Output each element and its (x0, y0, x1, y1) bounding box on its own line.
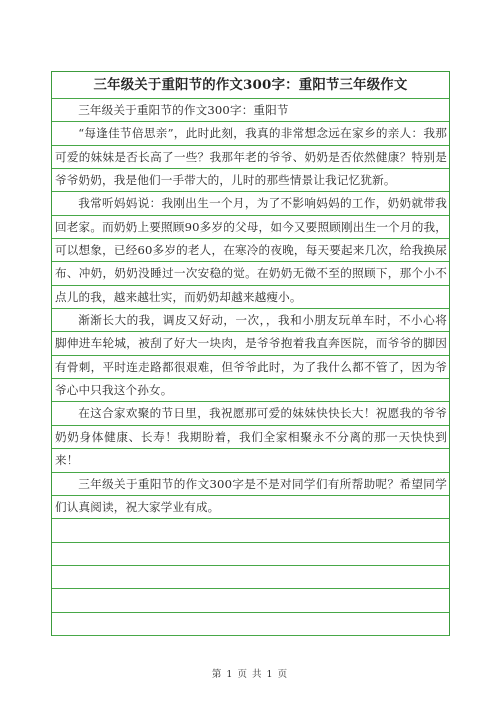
paragraph: “每逢佳节倍思亲”，此时此刻，我真的非常想念远在家乡的亲人：我那可爱的妹妹是否长高了一些？我那年老的爷爷、奶奶是否依然健康？特别是爷爷奶奶，我是他们一手带大的，儿时的那些情景让我记忆犹新。 (55, 126, 447, 188)
ruled-line (52, 589, 449, 612)
ruled-line (52, 613, 449, 636)
ruled-line (52, 543, 449, 566)
paragraph: 三年级关于重阳节的作文300字：重阳节 (78, 103, 289, 117)
paragraph: 三年级关于重阳节的作文300字是不是对同学们有所帮助呢？希望同学们认真阅读，祝大家学业有成。 (55, 476, 447, 514)
paragraph: 渐渐长大的我，调皮又好动，一次，，我和小朋友玩单车时，不小心将脚伸进车轮城，被刮了好大一块肉，是爷爷抱着我直奔医院，而爷爷的脚因有骨刺，平时连走路都很艰难，但爷爷此时，为了我什么都不管了，因为爷爷心中只我这个孙女。 (55, 313, 447, 398)
document-title: 三年级关于重阳节的作文300字：重阳节三年级作文 (52, 72, 449, 99)
paragraph: 我常听妈妈说：我刚出生一个月，为了不影响妈妈的工作，奶奶就带我回老家。而奶奶上要照顾90多岁的父母，如今又要照顾刚出生一个月的我，可以想象，已经60多岁的老人，在寒冷的夜晚，每天要起来几次，给我换尿布、冲奶，奶奶没睡过一次安稳的觉。在奶奶无微不至的照顾下，那个小不点儿的我，越来越壮实，而奶奶却越来越瘦小。 (55, 196, 447, 304)
page-number-label: 第 1 页 共 1 页 (211, 669, 289, 680)
ruled-line (52, 566, 449, 589)
document-body (55, 99, 447, 519)
paragraph: 在这合家欢聚的节日里，我祝愿那可爱的妹妹快快长大！祝愿我的爷爷奶奶身体健康、长寿！我期盼着，我们全家相聚永不分离的那一天快快到来！ (55, 406, 447, 468)
ruled-line (52, 519, 449, 542)
